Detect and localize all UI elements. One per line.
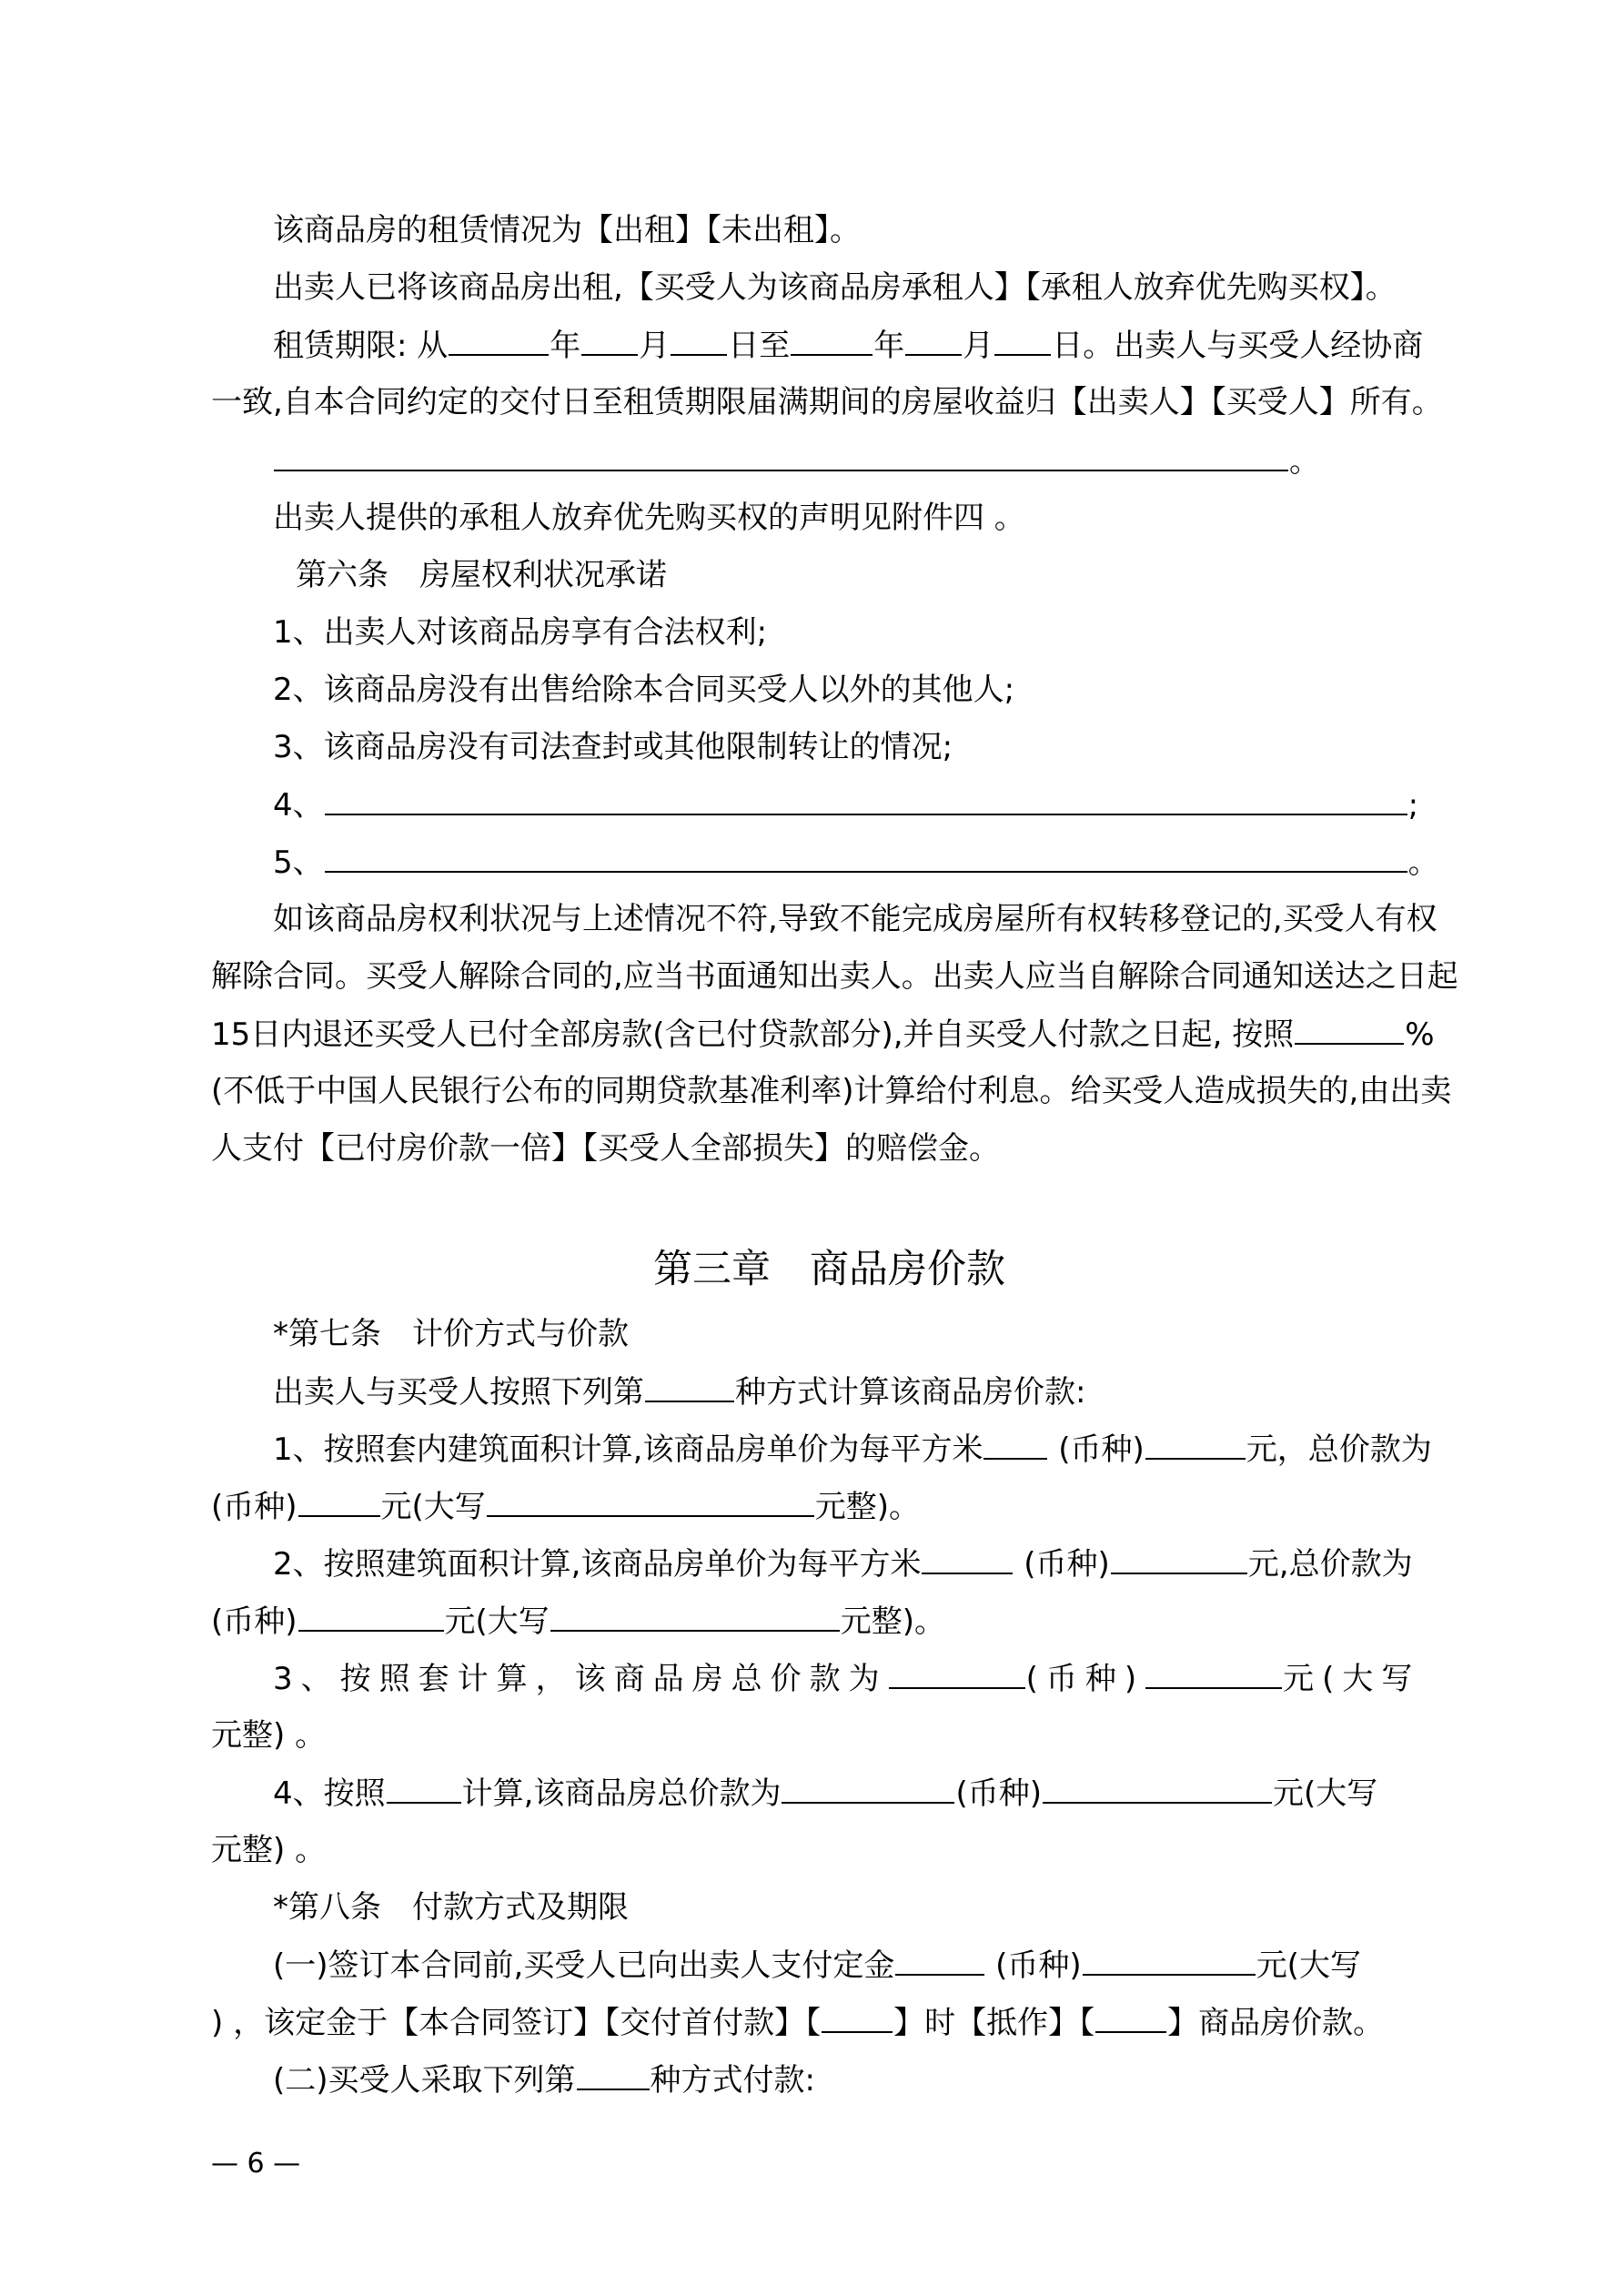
capital-label-2: 元(大写 xyxy=(444,1603,550,1640)
pricing-method-text-2: 种方式计算该商品房价款: xyxy=(735,1374,1086,1411)
commitment-item-5 xyxy=(273,844,1439,880)
blank-other-method[interactable] xyxy=(387,1775,461,1804)
pricing-option-2-cont xyxy=(211,1603,945,1639)
refund-text: 15日内退还买受人已付全部房款(含已付贷款部分),并自买受人付款之日起, 按照 xyxy=(211,1017,1295,1053)
article-seven-title: *第七条 计价方式与价款 xyxy=(273,1316,629,1352)
pricing-option-3 xyxy=(273,1660,1420,1696)
article-six-title: 第六条 房屋权利状况承诺 xyxy=(296,557,667,593)
blank-currency-3[interactable] xyxy=(1145,1660,1282,1689)
currency-label-3: (币种) xyxy=(1024,1546,1110,1583)
payment-method-text: (二)买受人采取下列第 xyxy=(273,2062,576,2099)
page-number: — 6 — xyxy=(211,2148,301,2180)
pricing-option-4 xyxy=(273,1775,1377,1811)
blank-total-2[interactable] xyxy=(298,1603,444,1632)
currency-label-2: (币种) xyxy=(211,1489,298,1525)
percent-sign: % xyxy=(1405,1017,1435,1053)
blank-currency-5[interactable] xyxy=(1083,1947,1256,1976)
pricing-option-3-cont: 元整) 。 xyxy=(211,1717,327,1754)
paragraph-breach-5: 人支付【已付房价款一倍】【买受人全部损失】的赔偿金。 xyxy=(211,1130,1000,1167)
paragraph-lease-term xyxy=(273,327,1423,363)
currency-label: (币种) xyxy=(1058,1431,1145,1468)
text-year-2: 年 xyxy=(873,328,905,364)
paragraph-waiver-notice: 出卖人提供的承租人放弃优先购买权的声明见附件四 。 xyxy=(273,500,1025,536)
option-3-text: 3、按照套计算，该商品房总价款为 xyxy=(273,1661,888,1697)
pricing-option-4-cont: 元整) 。 xyxy=(211,1832,327,1868)
blank-unit-price-1[interactable] xyxy=(983,1431,1047,1460)
text-day-end: 日。出卖人与买受人经协商 xyxy=(1052,328,1424,364)
blank-long-line[interactable] xyxy=(274,442,1288,471)
capital-label-5: 元(大写 xyxy=(1256,1947,1361,1984)
currency-label-4: (币种) xyxy=(211,1603,298,1640)
option-4-text: 4、按照 xyxy=(273,1775,386,1812)
payment-method xyxy=(273,2061,815,2098)
blank-end-month[interactable] xyxy=(905,327,962,356)
currency-label-5: (币种) xyxy=(1025,1661,1145,1697)
item-4-number: 4、 xyxy=(273,787,324,824)
currency-label-6: (币种) xyxy=(955,1775,1042,1812)
blank-currency-1[interactable] xyxy=(1145,1431,1246,1460)
blank-capital-2[interactable] xyxy=(550,1603,840,1632)
blank-deposit-amount[interactable] xyxy=(895,1947,984,1976)
article-eight-title: *第八条 付款方式及期限 xyxy=(273,1889,629,1926)
option-2-text: 2、按照建筑面积计算,该商品房单价为每平方米 xyxy=(273,1546,922,1583)
blank-unit-price-2[interactable] xyxy=(922,1545,1013,1574)
deposit-text: (一)签订本合同前,买受人已向出卖人支付定金 xyxy=(273,1947,895,1984)
lease-term-label: 租赁期限: 从 xyxy=(273,328,449,364)
text-year: 年 xyxy=(550,328,581,364)
yuan-whole-2: 元整)。 xyxy=(840,1603,946,1640)
paragraph-lease-out: 出卖人已将该商品房出租,【买受人为该商品房承租人】【承租人放弃优先购买权】。 xyxy=(273,269,1397,306)
pricing-option-1-cont xyxy=(211,1488,920,1524)
period-2: 。 xyxy=(1407,845,1439,881)
paragraph-pricing-method xyxy=(273,1373,1085,1410)
blank-total-1[interactable] xyxy=(298,1488,380,1517)
commitment-item-1: 1、出卖人对该商品房享有合法权利; xyxy=(273,614,768,651)
total-price-label: 元，总价款为 xyxy=(1246,1431,1432,1468)
blank-deposit-use[interactable] xyxy=(1095,2004,1166,2033)
paragraph-blank-line xyxy=(273,442,1320,479)
capital-label-4: 元(大写 xyxy=(1272,1775,1378,1812)
payment-method-text-2: 种方式付款: xyxy=(650,2062,815,2099)
deposit-cont-text-2: 】时【抵作】【 xyxy=(893,2005,1095,2041)
capital-label-3: 元(大写 xyxy=(1283,1661,1421,1697)
paragraph-breach-2: 解除合同。买受人解除合同的,应当书面通知出卖人。出卖人应当自解除合同通知送达之日起 xyxy=(211,958,1458,995)
blank-end-year[interactable] xyxy=(791,327,873,356)
commitment-item-4 xyxy=(273,786,1418,823)
blank-interest-rate[interactable] xyxy=(1295,1016,1404,1045)
paragraph-lease-income: 一致,自本合同约定的交付日至租赁期限届满期间的房屋收益归【出卖人】【买受人】所有。 xyxy=(211,384,1443,420)
paragraph-breach-4: (不低于中国人民银行公布的同期贷款基准利率)计算给付利息。给买受人造成损失的,由出卖 xyxy=(211,1073,1452,1109)
blank-payment-method[interactable] xyxy=(577,2061,650,2090)
blank-start-year[interactable] xyxy=(449,327,549,356)
blank-capital-1[interactable] xyxy=(487,1488,814,1517)
blank-start-day[interactable] xyxy=(671,327,727,356)
text-month-2: 月 xyxy=(963,328,994,364)
text-month: 月 xyxy=(639,328,671,364)
blank-item-4[interactable] xyxy=(325,786,1407,815)
payment-deposit-cont xyxy=(211,2004,1384,2040)
blank-end-day[interactable] xyxy=(994,327,1051,356)
pricing-method-text: 出卖人与买受人按照下列第 xyxy=(273,1374,644,1411)
payment-deposit xyxy=(273,1947,1361,1983)
paragraph-lease-status: 该商品房的租赁情况为【出租】【未出租】。 xyxy=(273,212,861,248)
option-1-text: 1、按照套内建筑面积计算,该商品房单价为每平方米 xyxy=(273,1431,983,1468)
blank-total-4[interactable] xyxy=(782,1775,954,1804)
blank-item-5[interactable] xyxy=(325,844,1407,873)
pricing-option-2 xyxy=(273,1545,1413,1582)
deposit-cont-text-3: 】商品房价款。 xyxy=(1167,2005,1385,2041)
commitment-item-3: 3、该商品房没有司法查封或其他限制转让的情况; xyxy=(273,729,953,765)
chapter-three-heading: 第三章 商品房价款 xyxy=(653,1247,1005,1292)
paragraph-breach-1: 如该商品房权利状况与上述情况不符,导致不能完成房屋所有权转移登记的,买受人有权 xyxy=(273,901,1437,937)
pricing-option-1 xyxy=(273,1431,1432,1467)
deposit-cont-text: ) ，该定金于【本合同签订】【交付首付款】【 xyxy=(211,2005,822,2041)
capital-label: 元(大写 xyxy=(380,1489,486,1525)
blank-method-number[interactable] xyxy=(645,1373,734,1402)
blank-currency-4[interactable] xyxy=(1043,1775,1272,1804)
blank-set-price[interactable] xyxy=(889,1660,1025,1689)
blank-deposit-occasion[interactable] xyxy=(822,2004,893,2033)
commitment-item-2: 2、该商品房没有出售给除本合同买受人以外的其他人; xyxy=(273,672,1015,708)
total-price-label-2: 元,总价款为 xyxy=(1247,1546,1413,1583)
option-4-text-2: 计算,该商品房总价款为 xyxy=(461,1775,782,1812)
text-day-to: 日至 xyxy=(728,328,791,364)
paragraph-breach-3 xyxy=(211,1016,1435,1052)
blank-start-month[interactable] xyxy=(581,327,638,356)
item-5-number: 5、 xyxy=(273,845,324,881)
period: 。 xyxy=(1289,443,1320,480)
blank-currency-2[interactable] xyxy=(1111,1545,1247,1574)
semicolon: ; xyxy=(1407,787,1419,824)
currency-label-7: (币种) xyxy=(995,1947,1082,1984)
yuan-whole: 元整)。 xyxy=(814,1489,921,1525)
